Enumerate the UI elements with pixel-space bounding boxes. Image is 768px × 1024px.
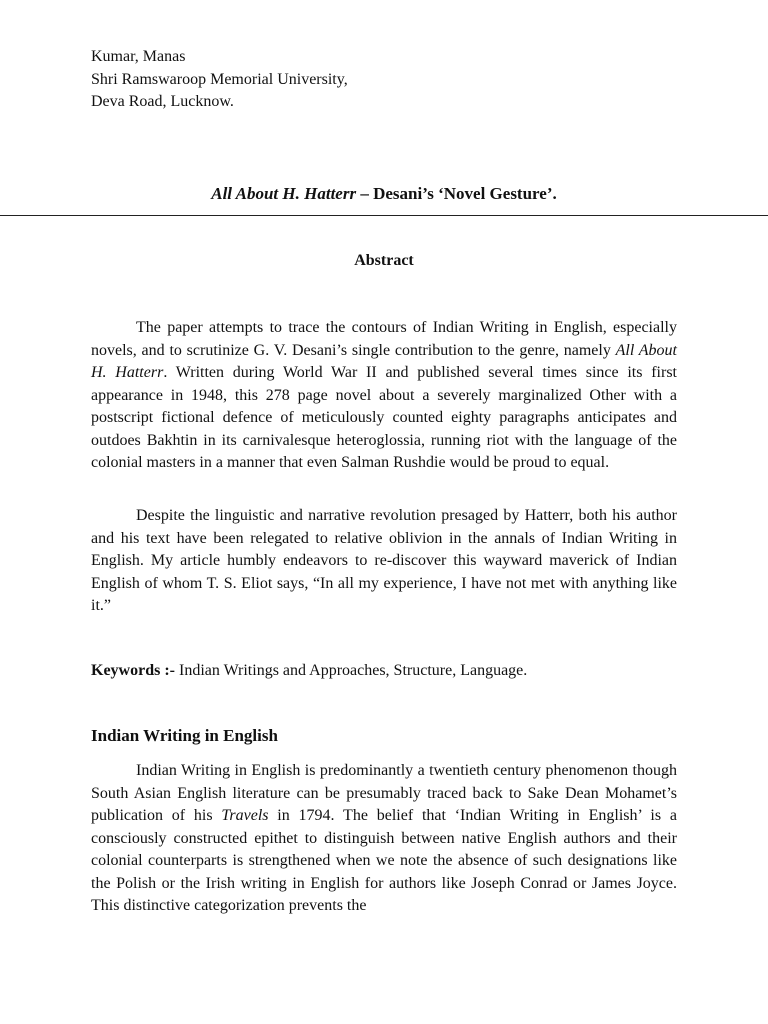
section-p-italic: Travels [221, 807, 269, 824]
keywords-label: Keywords :- [91, 662, 175, 679]
author-name: Kumar, Manas [91, 48, 186, 65]
abstract-p1-italic: All About H. Hatterr [91, 341, 678, 381]
section-heading: Indian Writing in English [91, 726, 278, 745]
paper-title-italic: All About H. Hatterr [211, 184, 357, 203]
section-paragraph [91, 760, 677, 918]
abstract-p1-text-a: The paper attempts to trace the contours of Indian Writing in English, especially novels, and to scrutinize G. V. Desani’s single contribution to the genre, namely [91, 319, 677, 359]
abstract-heading: Abstract [354, 252, 414, 269]
section-p-text-b: in 1794. The belief that ‘Indian Writing in English’ is a consciously constructed epithet to distinguish between native English authors and their colonial counterparts is strengthened when we note the absence of such designations like the Polish or the Irish writing in English for authors like Joseph Conrad or James Joyce. This distinctive categorization prevents the [91, 807, 677, 914]
author-address: Deva Road, Lucknow. [91, 93, 234, 110]
abstract-paragraph-1 [91, 317, 677, 475]
keywords-line [91, 660, 527, 682]
abstract-paragraph-2 [91, 505, 677, 618]
paper-title [0, 183, 768, 205]
abstract-p1-text-b: . Written during World War II and published several times since its first appearance in 1948, this 278 page novel about a severely marginalized Other with a postscript fictional defence of meticulously counted eighty paragraphs anticipates and outdoes Bakhtin in its carnivalesque heteroglossia, running riot with the language of the colonial masters in a manner that even Salman Rushdie would be proud to equal. [91, 364, 677, 471]
paper-title-rest: – Desani’s ‘Novel Gesture’. [356, 184, 557, 203]
section-p-text-a: Indian Writing in English is predominantly a twentieth century phenomenon though South Asian English literature can be presumably traced back to Sake Dean Mohamet’s publication of his [91, 762, 677, 824]
author-affiliation: Shri Ramswaroop Memorial University, [91, 70, 348, 88]
keywords-text: Indian Writings and Approaches, Structure, Language. [174, 662, 528, 679]
abstract-p2-text: Despite the linguistic and narrative revolution presaged by Hatterr, both his author and his text have been relegated to relative oblivion in the annals of Indian Writing in English. My article humbly endeavors to re-discover this wayward maverick of Indian English of whom T. S. Eliot says, “In all my experience, I have not met with anything like it.” [91, 507, 677, 614]
title-divider [0, 215, 768, 216]
author-block [91, 46, 348, 114]
